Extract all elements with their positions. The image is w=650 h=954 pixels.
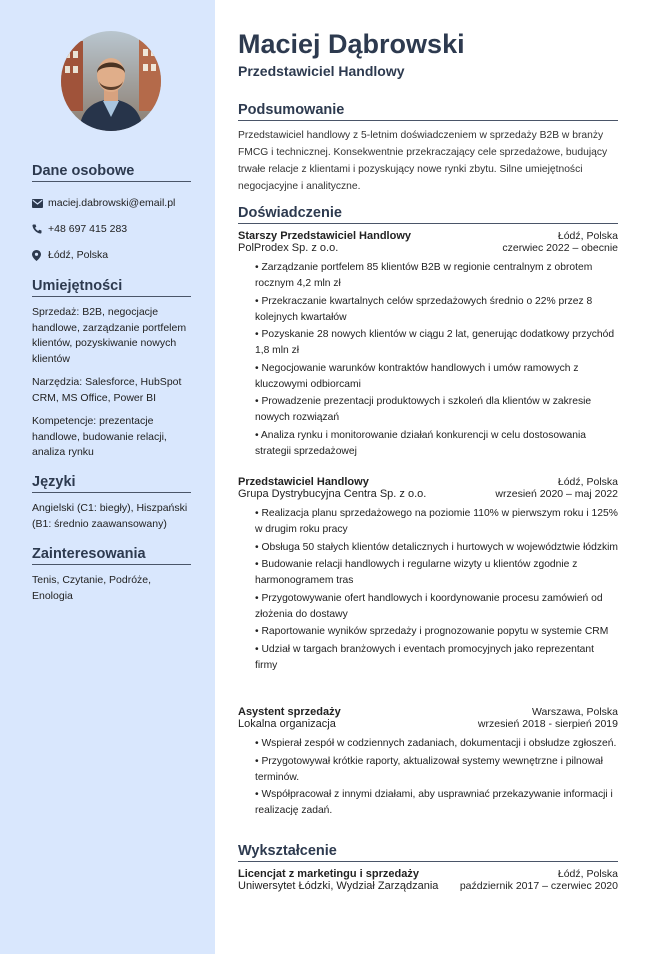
skills-tools: Narzędzia: Salesforce, HubSpot CRM, MS Office, Power BI bbox=[32, 376, 182, 404]
interests-heading: Zainteresowania bbox=[32, 546, 191, 565]
degree-title: Licencjat z marketingu i sprzedaży bbox=[238, 868, 419, 880]
phone-row bbox=[32, 216, 191, 242]
job-bullet: • Przygotowywanie ofert handlowych i koordynowanie procesu zamówień od złożenia do dostawy bbox=[255, 591, 618, 623]
full-name: Maciej Dąbrowski bbox=[238, 29, 465, 59]
summary-heading: Podsumowanie bbox=[238, 102, 618, 121]
skills-competencies: Kompetencje: prezentacje handlowe, budowanie relacji, analiza rynku bbox=[32, 415, 167, 458]
education-dates: październik 2017 – czerwiec 2020 bbox=[459, 880, 618, 892]
job-title: Przedstawiciel Handlowy bbox=[238, 476, 369, 488]
experience-heading: Doświadczenie bbox=[238, 205, 618, 224]
job-title: Asystent sprzedaży bbox=[238, 706, 341, 718]
job-bullets bbox=[238, 260, 618, 460]
skills-heading: Umiejętności bbox=[32, 278, 191, 297]
email-text[interactable]: maciej.dabrowski@email.pl bbox=[48, 197, 176, 209]
education-heading: Wykształcenie bbox=[238, 843, 618, 862]
job-location: Warszawa, Polska bbox=[532, 706, 618, 718]
education-location: Łódź, Polska bbox=[557, 868, 618, 880]
languages-text: Angielski (C1: biegły), Hiszpański (B1: średnio zaawansowany) bbox=[32, 502, 188, 530]
languages-heading: Języki bbox=[32, 474, 191, 493]
email-row bbox=[32, 190, 191, 216]
job-bullet: • Realizacja planu sprzedażowego na poziomie 110% w pierwszym roku i 125% w drugim roku pracy bbox=[255, 506, 618, 538]
job-entry bbox=[238, 706, 618, 821]
location-text: Łódź, Polska bbox=[48, 249, 109, 261]
job-dates: czerwiec 2022 – obecnie bbox=[502, 242, 618, 254]
job-role: Przedstawiciel Handlowy bbox=[238, 63, 405, 79]
job-bullet: • Raportowanie wyników sprzedaży i prognozowanie popytu w systemie CRM bbox=[255, 624, 618, 640]
job-bullet: • Budowanie relacji handlowych i regularne wizyty u klientów zgodnie z harmonogramem tras bbox=[255, 557, 618, 589]
job-bullets bbox=[238, 506, 618, 674]
job-bullet: • Zarządzanie portfelem 85 klientów B2B w regionie centralnym z obrotem rocznym 4,2 mln zł bbox=[255, 260, 618, 292]
job-bullets bbox=[238, 736, 618, 819]
phone-icon bbox=[32, 224, 46, 234]
skills-section bbox=[32, 278, 191, 469]
job-dates: wrzesień 2018 - sierpień 2019 bbox=[477, 718, 618, 730]
job-bullet: • Negocjowanie warunków kontraktów handlowych i umów ramowych z kluczowymi odbiorcami bbox=[255, 361, 618, 393]
job-bullet: • Prowadzenie prezentacji produktowych i szkoleń dla klientów w zakresie nowych rozwiązań bbox=[255, 394, 618, 426]
job-dates: wrzesień 2020 – maj 2022 bbox=[495, 488, 618, 500]
envelope-icon bbox=[32, 199, 46, 208]
job-bullet: • Wspierał zespół w codziennych zadaniach, dokumentacji i obsłudze zgłoszeń. bbox=[255, 736, 618, 752]
job-entry bbox=[238, 230, 618, 461]
summary-text: Przedstawiciel handlowy z 5-letnim doświadczeniem w sprzedaży B2B w branży FMCG i technicznej. Konsekwentnie przekraczający cele sprzedażowe, budujący trwałe relacje z klientami i pozyskujący nowe rynki zbytu. Silne umiejętności negocjacyjne i analityczne. bbox=[238, 130, 608, 192]
job-bullet: • Obsługa 50 stałych klientów detalicznych i hurtowych w województwie łódzkim bbox=[255, 540, 618, 556]
job-bullet: • Współpracował z innymi działami, aby usprawniać przekazywanie informacji i realizację zadań. bbox=[255, 787, 618, 819]
phone-text[interactable]: +48 697 415 283 bbox=[48, 223, 128, 235]
education-entry bbox=[238, 868, 618, 892]
interests-text: Tenis, Czytanie, Podróże, Enologia bbox=[32, 574, 152, 602]
personal-data-heading: Dane osobowe bbox=[32, 163, 191, 182]
job-bullet: • Przekraczanie kwartalnych celów sprzedażowych średnio o 22% przez 8 kolejnych kwartałów bbox=[255, 294, 618, 326]
job-bullet: • Analiza rynku i monitorowanie działań konkurencji w celu dostosowania strategii sprzedażowej bbox=[255, 428, 618, 460]
school-name: Uniwersytet Łódzki, Wydział Zarządzania bbox=[238, 880, 439, 892]
job-entry bbox=[238, 476, 618, 675]
languages-section bbox=[32, 474, 191, 540]
job-bullet: • Przygotowywał krótkie raporty, aktualizował systemy wewnętrzne i pilnował terminów. bbox=[255, 754, 618, 786]
map-pin-icon bbox=[32, 250, 46, 261]
job-company: PolProdex Sp. z o.o. bbox=[238, 242, 339, 254]
job-location: Łódź, Polska bbox=[557, 230, 618, 242]
job-location: Łódź, Polska bbox=[557, 476, 618, 488]
job-company: Grupa Dystrybucyjna Centra Sp. z o.o. bbox=[238, 488, 427, 500]
profile-photo bbox=[61, 31, 161, 131]
job-title: Starszy Przedstawiciel Handlowy bbox=[238, 230, 412, 242]
job-bullet: • Udział w targach branżowych i eventach promocyjnych jako reprezentant firmy bbox=[255, 642, 618, 674]
job-company: Lokalna organizacja bbox=[238, 718, 336, 730]
job-bullet: • Pozyskanie 28 nowych klientów w ciągu 2 lat, generując dodatkowy przychód 1,8 mln zł bbox=[255, 327, 618, 359]
skills-sales: Sprzedaż: B2B, negocjacje handlowe, zarządzanie portfelem klientów, pozyskiwanie nowych klientów bbox=[32, 306, 187, 365]
interests-section bbox=[32, 546, 191, 612]
location-row bbox=[32, 242, 191, 268]
personal-data-section bbox=[32, 163, 191, 268]
